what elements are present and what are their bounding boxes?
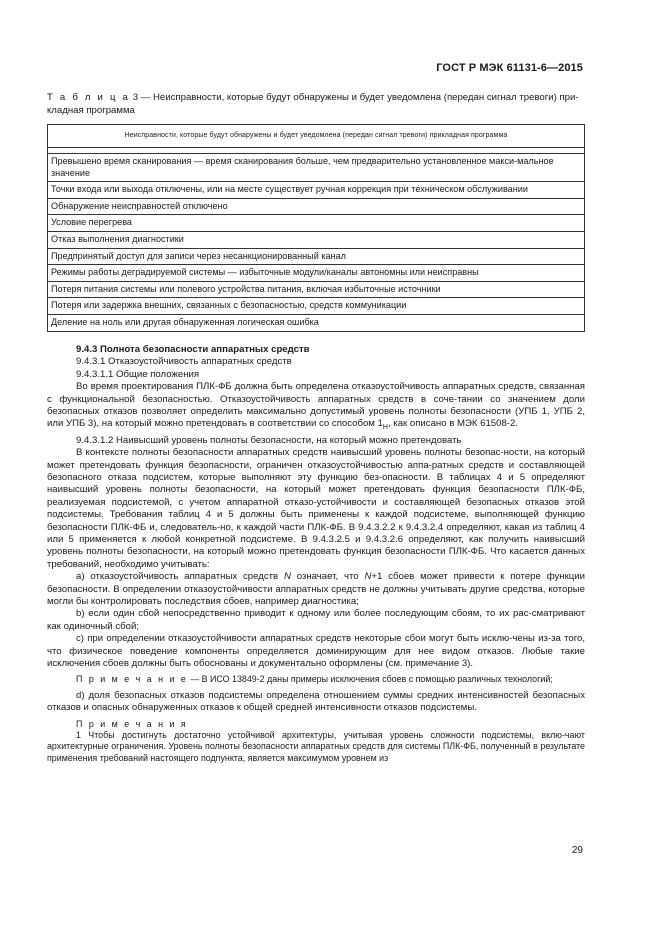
- section-heading: 9.4.3 Полнота безопасности аппаратных средств: [76, 344, 310, 355]
- table-row: Отказ выполнения диагностики: [48, 231, 585, 248]
- table-caption: [47, 92, 585, 117]
- document-header: ГОСТ Р МЭК 61131-6—2015: [436, 62, 583, 74]
- table-row: Потеря питания системы или полевого устройства питания, включая избыточные источники: [48, 281, 585, 298]
- notes-heading: П р и м е ч а н и я: [76, 718, 188, 729]
- table-row: Точки входа или выхода отключены, или на месте существует ручная коррекция при техническом обслуживании: [48, 182, 585, 199]
- table-caption-text: 3 — Неисправности, которые будут обнаружены и будет уведомлена (передан сигнал тревоги) при-кладная программа: [47, 92, 579, 116]
- faults-table: [47, 124, 585, 332]
- note: П р и м е ч а н и е — В ИСО 13849-2 даны примеры исключения сбоев с помощью различных технологий;: [76, 674, 553, 685]
- table-row: Деление на ноль или другая обнаруженная логическая ошибка: [48, 314, 585, 331]
- subsubsection-heading: 9.4.3.1.1 Общие положения: [76, 368, 200, 380]
- table-row: Потеря или задержка внешних, связанных с безопасностью, средств коммуникации: [48, 298, 585, 315]
- body-text: [47, 344, 585, 764]
- paragraph: В контексте полноты безопасности аппаратных средств наивысший уровень полноты безопас-ности, на который может претендовать функция безопасности, ограничен отказоустойчивостью аппа-ратных средств и составляющей безопасного отказа подсистем, которые выполняют эту функцию без-опасности. В таблицах 4 и 5 определяют наивысший уровень полноты безопасности, на который может претендовать функция безопасности ПЛК-ФБ, реализуемая подсистемой, с учетом аппаратной отказо-устойчивости и составляющей безопасных отказов этой подсистемы. Требования таблиц 4 и 5 должны быть применены к каждой подсистеме, выполняющей функцию безопасности ПЛК-ФБ и, следователь-но, к каждой части ПЛК-ФБ. В 9.4.3.2.2 к 9.4.3.2.4 определяют, какая из таблиц 4 или 5 применяется к любой конкретной подсистеме. В 9.4.3.2.5 и 9.4.3.2.6 определяют, как получить наивысший уровень полноты безопасности, на который можно претендовать функция безопасности ПЛК-ФБ. Что касается данных требований, необходимо учитывать:: [47, 447, 585, 570]
- paragraph: Во время проектирования ПЛК-ФБ должна быть определена отказоустойчивость аппаратных средств, связанная с функциональной безопасностью. Отказоустойчивость аппаратных средств в соче-тании со значением доли безопасных отказов позволяет определить максимально допустимый уровень полноты безопасности (УПБ 1, УПБ 2, или УПБ 3), на который можно претендовать в соответствии со способом $1_H$, как описано в МЭК 61508-2.: [47, 381, 585, 432]
- subsection-heading: 9.4.3.1 Отказоустойчивость аппаратных средств: [76, 356, 292, 368]
- subsubsection-heading: 9.4.3.1.2 Наивысший уровень полноты безопасности, на который можно претендовать: [76, 434, 462, 446]
- list-item: d) доля безопасных отказов подсистемы определена отношением суммы средних интенсивностей безопасных отказов и опасных обнаруженных отказов к общей средней интенсивности отказов подсистемы.: [47, 690, 585, 714]
- faults-table-header: Неисправности, которые будут обнаружены и будет уведомлена (передан сигнал тревоги) прикладная программа: [48, 125, 585, 148]
- table-row: Обнаружение неисправностей отключено: [48, 198, 585, 215]
- table-row: Условие перегрева: [48, 215, 585, 232]
- table-row: Превышено время сканирования — время сканирования больше, чем предварительно установленное макси-мальное значение: [48, 154, 585, 182]
- list-item: c) при определении отказоустойчивости аппаратных средств некоторые сбои могут быть исклю-чены из-за того, что физическое поведение компоненты определяется доминирующим для нее видом отказов. Любые такие исключения сбоев должны быть обоснованы и документально оформлены (см. примечание 3).: [47, 633, 585, 670]
- table-row: Предпринятый доступ для записи через несанкционированный канал: [48, 248, 585, 265]
- page-number: 29: [571, 845, 583, 856]
- table-caption-label: Т а б л и ц а: [47, 92, 131, 103]
- note-item: 1 Чтобы достигнуть достаточно устойчивой архитектуры, учитывая уровень сложности подсистемы, вклю-чают архитектурные ограничения. Уровень полноты безопасности аппаратных средств для системы ПЛК-ФБ, полученный в результате применения требований настоящего подпункта, является максимумом уровнем из: [47, 729, 585, 763]
- list-item: a) отказоустойчивость аппаратных средств N означает, что N+1 сбоев может привести к потере функции безопасности. В определении отказоустойчивости аппаратных средств не должны учитывать другие средства, которые могли бы контролировать последствия сбоев, например диагностика;: [47, 571, 585, 608]
- table-row: Режимы работы деградируемой системы — избыточные модули/каналы автономны или неисправны: [48, 265, 585, 282]
- list-item: b) если один сбой непосредственно приводит к одному или более последующим сбоям, то их рас-сматривают как одиночный сбой;: [47, 608, 585, 632]
